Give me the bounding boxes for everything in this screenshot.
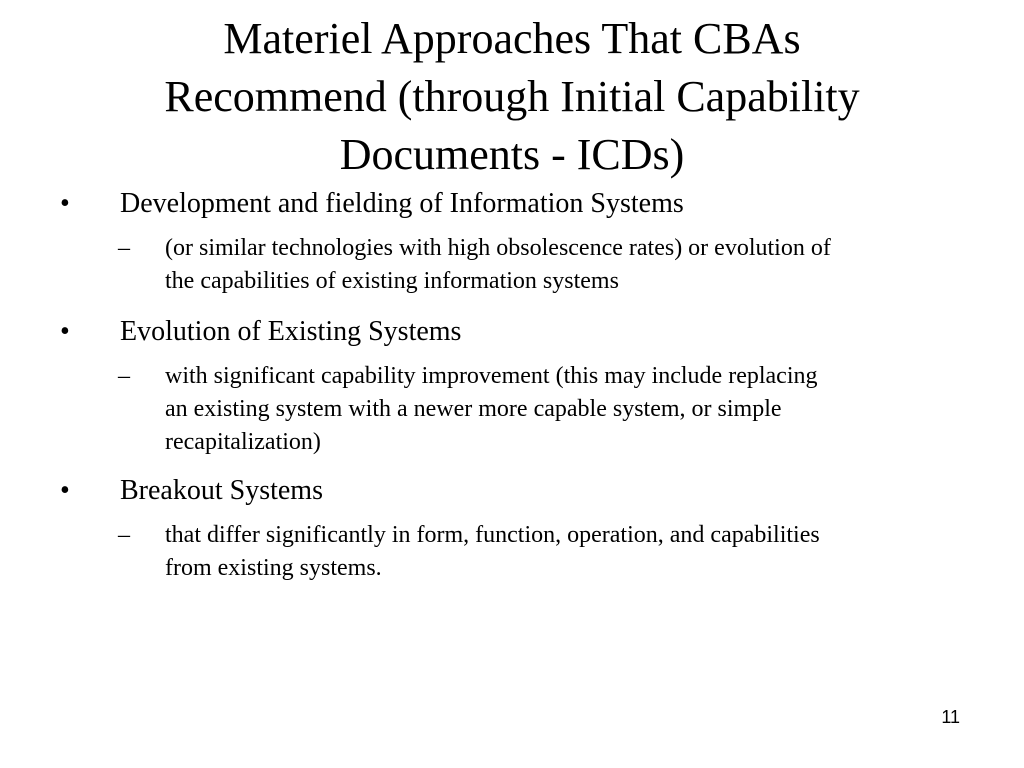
bullet-item bbox=[0, 314, 1024, 459]
bullet-icon: • bbox=[60, 316, 70, 347]
bullet-row bbox=[0, 186, 1024, 222]
sub-bullet-text: that differ significantly in form, function, operation, and capabilities bbox=[165, 522, 820, 548]
bullet-text: Evolution of Existing Systems bbox=[120, 316, 462, 347]
bullet-text: Development and fielding of Information Systems bbox=[120, 188, 684, 219]
sub-bullet-text: from existing systems. bbox=[165, 555, 382, 581]
sub-bullet-text: the capabilities of existing information systems bbox=[165, 268, 619, 294]
dash-icon: – bbox=[118, 235, 130, 261]
bullet-icon: • bbox=[60, 475, 70, 506]
page-number: 11 bbox=[941, 707, 960, 727]
sub-bullet-text: with significant capability improvement (this may include replacing bbox=[165, 363, 818, 389]
sub-bullet-text: recapitalization) bbox=[165, 429, 321, 455]
bullet-text: Breakout Systems bbox=[120, 475, 323, 506]
bullet-item bbox=[0, 473, 1024, 585]
dash-icon: – bbox=[118, 522, 130, 548]
bullet-icon: • bbox=[60, 188, 70, 219]
title-line: Documents - ICDs) bbox=[339, 130, 685, 179]
title-line: Materiel Approaches That CBAs bbox=[223, 14, 801, 63]
title-line: Recommend (through Initial Capability bbox=[164, 72, 860, 121]
bullet-item bbox=[0, 186, 1024, 298]
sub-bullet-row bbox=[0, 519, 1024, 585]
sub-bullet-row bbox=[0, 232, 1024, 298]
bullet-row bbox=[0, 473, 1024, 509]
dash-icon: – bbox=[118, 363, 130, 389]
sub-bullet-row bbox=[0, 360, 1024, 459]
sub-bullet-text: (or similar technologies with high obsolescence rates) or evolution of bbox=[165, 235, 831, 261]
bullet-row bbox=[0, 314, 1024, 350]
sub-bullet-text: an existing system with a newer more capable system, or simple bbox=[165, 396, 782, 422]
slide-title bbox=[60, 10, 964, 184]
